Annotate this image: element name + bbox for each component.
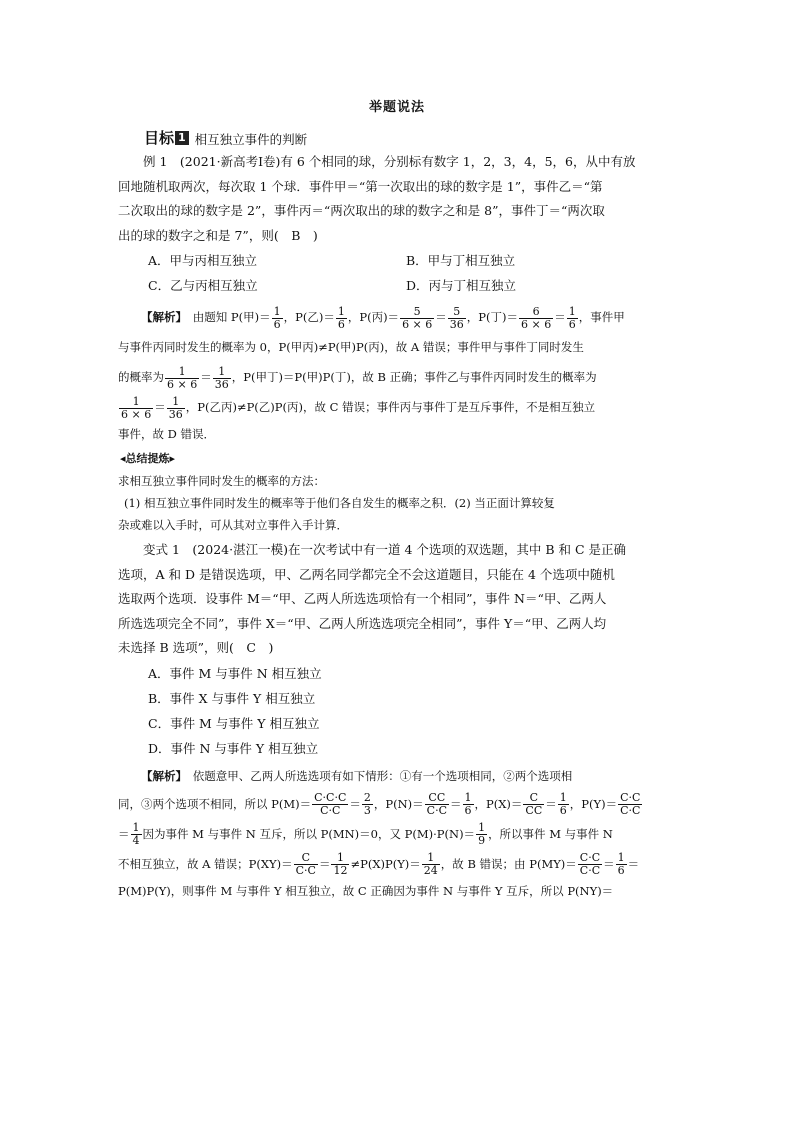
goal-text: 相互独立事件的判断 — [194, 132, 308, 147]
example-line: 出的球的数字之和是 7”，则( B ) — [118, 227, 318, 243]
variant-1: 变式 1 (2024·湛江一模)在一次考试中有一道 4 个选项的双选题，其中 B 和 C 是正确 选项，A 和 D 是错误选项，甲、乙两名同学都完全不会这道题目，只能在 4 个选项中随机 选取两个选项．设事件 M＝“甲、乙两人所选选项恰有一个相同”，事件 N＝“甲、乙两人 所选选项完全不同”，事件 X＝“甲、乙两人所选选项完全相同”，事件 Y＝“甲、乙两人均 未选择 B 选项”，则( C ) A．事件 M 与事件 N 相互独立 B．事件 X 与事件 Y 相互独立 C．事件 M 与事件 Y 相互独立 D．事件 N 与事件 Y 相互独立 — [118, 538, 676, 761]
goal-heading — [144, 127, 676, 148]
summary-line: 杂或难以入手时，可从其对立事件入手计算． — [118, 518, 348, 532]
content — [118, 96, 676, 903]
goal-badge: 目标 1 — [144, 127, 189, 148]
option-d: D．丙与丁相互独立 — [406, 278, 517, 293]
example-line: 例 1 (2021·新高考Ⅰ卷)有 6 个相同的球，分别标有数字 1，2，3，4，5，6，从中有放 — [143, 154, 636, 169]
option-d: D．事件 N 与事件 Y 相互独立 — [148, 740, 319, 756]
example-options — [148, 248, 676, 298]
option-b: B．事件 X 与事件 Y 相互独立 — [148, 690, 316, 706]
summary-intro: 求相互独立事件同时发生的概率的方法： — [118, 474, 325, 488]
option-c: C．乙与丙相互独立 — [148, 278, 258, 293]
solution-2: 【解析】 依题意甲、乙两人所选选项有如下情形：①有一个选项相同，②两个选项相 同，③两个选项不相同，所以 P(M)＝ $\frac{C\cdot C\cdot C}{C\cdot C}$ ＝ $\frac{2}{3}$ ，P(N)＝ $\frac{CC}{C\cdot C}$ ＝ $\frac{1}{6}$ ，P(X)＝ $\frac{C}{CC}$ ＝ $\frac{1}{6}$ ，P(Y)＝ $\frac{C\cdot C}{C\cdot C}$ ＝ $\frac{1}{4}$ 因为事件 M 与事件 N 互斥，所以 P(MN)＝0，又 P(M)·P(N)＝ $\frac{1}{9}$ ，所以事件 M 与事件 N 不相互独立，故 A 错误；P(XY)＝ $\frac{C}{C\cdot C}$ ＝ $\frac{1}{12}$ ≠P(X)P(Y)＝ $\frac{1}{24}$ ，故 B 错误；由 P(MY)＝ $\frac{C\cdot C}{C\cdot C}$ ＝ $\frac{1}{6}$ ＝ P(M)P(Y)，则事件 M 与事件 Y 相互独立，故 C 正确因为事件 N 与事件 Y 互斥，所以 P(NY)＝ — [118, 768, 641, 898]
page-title: 举题说法 — [368, 100, 425, 115]
example-line: 回地随机取两次，每次取 1 个球．事件甲＝“第一次取出的球的数字是 1”，事件乙＝“第 — [118, 178, 603, 194]
option-b: B．甲与丁相互独立 — [406, 253, 516, 268]
variant-options — [148, 661, 676, 761]
option-a: A．事件 M 与事件 N 相互独立 — [148, 665, 322, 681]
option-c: C．事件 M 与事件 Y 相互独立 — [148, 715, 320, 731]
example-1 — [118, 150, 676, 298]
summary — [118, 448, 676, 536]
option-a: A．甲与丙相互独立 — [148, 253, 258, 268]
summary-line: (1) 相互独立事件同时发生的概率等于他们各自发生的概率之积．(2) 当正面计算较复 — [124, 496, 555, 510]
summary-label: ◂总结提炼▸ — [120, 452, 176, 465]
solution-1: 【解析】 由题知 P(甲)＝ $\frac{1}{6}$ ，P(乙)＝ $\frac{1}{6}$ ，P(丙)＝ $\frac{5}{6 \times 6}$ ＝ $\frac{5}{36}$ ，P(丁)＝ $\frac{6}{6 \times 6}$ ＝ $\frac{1}{6}$ ，事件甲 与事件丙同时发生的概率为 0，P(甲丙)≠P(甲)P(丙)，故 A 错误；事件甲与事件丁同时发生 的概率为 $\frac{1}{6 \times 6}$ ＝ $\frac{1}{36}$ ，P(甲丁)＝P(甲)P(丁)，故 B 正确；事件乙与事件丙同时发生的概率为 $\frac{1}{6 \times 6}$ ＝ $\frac{1}{36}$ ，P(乙丙)≠P(乙)P(丙)，故 C 错误；事件丙与事件丁是互斥事件，不是相互独立 事件，故 D 错误． — [118, 304, 625, 441]
example-line: 二次取出的球的数字是 2”，事件丙＝“两次取出的球的数字之和是 8”，事件丁＝“两次取 — [118, 203, 605, 218]
